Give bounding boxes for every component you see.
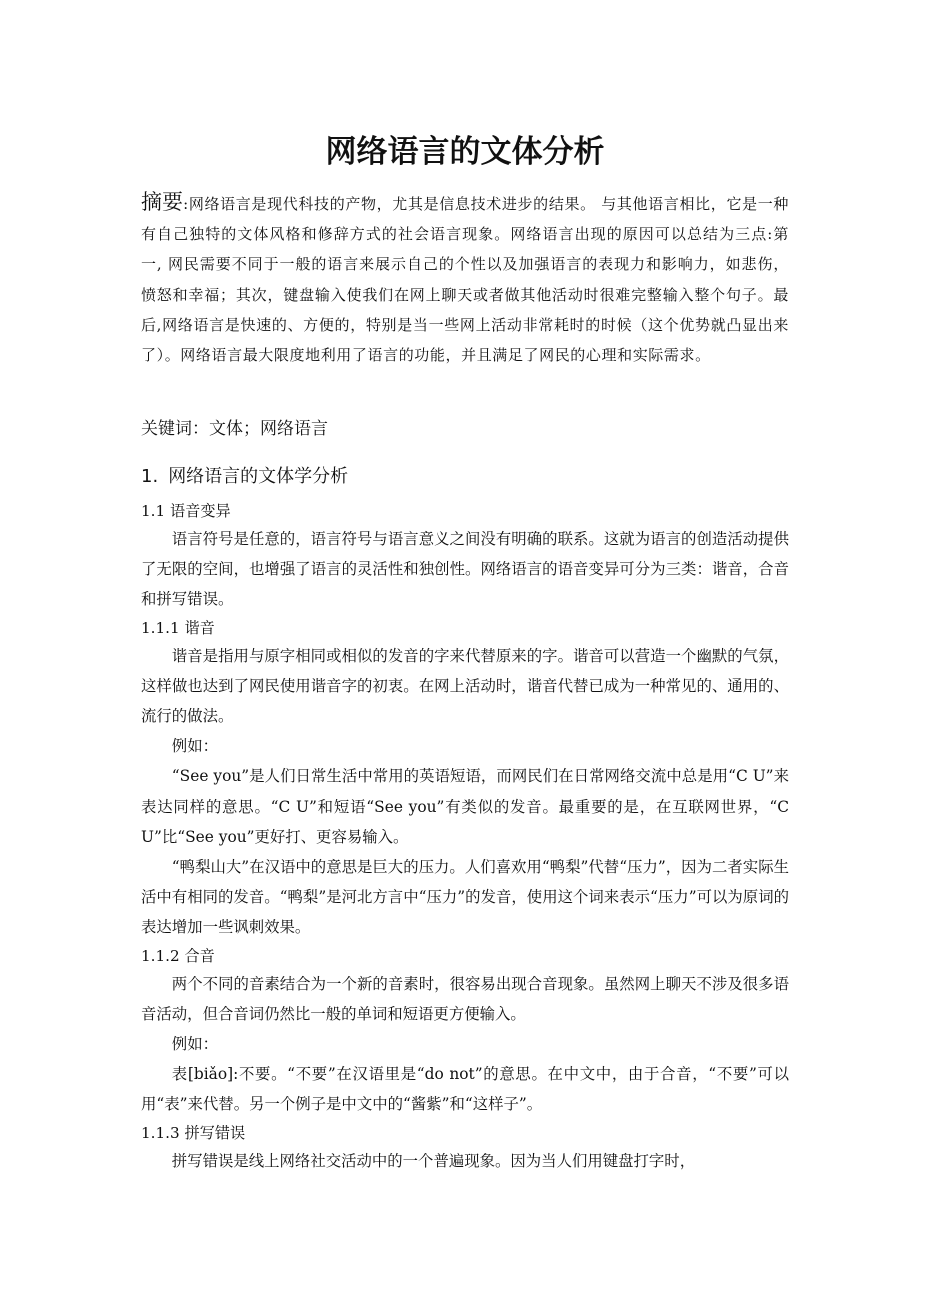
section-1-number: 1. (141, 466, 159, 487)
abstract-colon: : (183, 195, 189, 213)
section-1-1-heading: 1.1 语音变异 (141, 502, 231, 520)
abstract-block (141, 187, 789, 370)
abstract-text: 网络语言是现代科技的产物，尤其是信息技术进步的结果。 与其他语言相比，它是一种有自己独特的文体风格和修辞方式的社会语言现象。网络语言出现的原因可以总结为三点:第一, 网民需要不同于一般的语言来展示自己的个性以及加强语言的表现力和影响力，如悲伤，愤怒和幸福；其次，键盘输入使我们在网上聊天或者做其他活动时很难完整输入整个句子。最后,网络语言是快速的、方便的，特别是当一些网上活动非常耗时的时候（这个优势就凸显出来了）。网络语言最大限度地利用了语言的功能，并且满足了网民的心理和实际需求。 (141, 195, 790, 365)
section-1-1-1-paragraph-1: 谐音是指用与原字相同或相似的发音的字来代替原来的字。谐音可以营造一个幽默的气氛，这样做也达到了网民使用谐音字的初衷。在网上活动时，谐音代替已成为一种常见的、通用的、流行的做法。 (141, 646, 789, 726)
section-1-1-2-example-label: 例如： (171, 1035, 218, 1054)
keywords-line: 关键词：文体；网络语言 (141, 419, 328, 439)
section-1-1-1-paragraph-3: “鸭梨山大”在汉语中的意思是巨大的压力。人们喜欢用“鸭梨”代替“压力”，因为二者实际生活中有相同的发音。“鸭梨”是河北方言中“压力”的发音，使用这个词来表示“压力”可以为原词的表达增加一些讽刺效果。 (141, 858, 789, 937)
section-1-1-paragraph: 语言符号是任意的，语言符号与语言意义之间没有明确的联系。这就为语言的创造活动提供了无限的空间，也增强了语言的灵活性和独创性。网络语言的语音变异可分为三类：谐音，合音和拼写错误。 (141, 530, 789, 609)
document-body (141, 498, 789, 1176)
section-1-title: 网络语言的文体学分析 (168, 466, 349, 487)
section-1-1-3-heading: 1.1.3 拼写错误 (141, 1123, 246, 1142)
section-1-1-1-heading: 1.1.1 谐音 (141, 618, 215, 637)
section-1-1-1-example-label: 例如： (171, 737, 218, 756)
abstract-label: 摘要 (141, 190, 184, 214)
document-title: 网络语言的文体分析 (325, 134, 605, 170)
section-1-1-2-paragraph-2: 表[biǎo]:不要。“不要”在汉语里是“do not”的意思。在中文中，由于合音，“不要”可以用“表”来代替。另一个例子是中文中的“酱紫”和“这样子”。 (141, 1065, 789, 1114)
section-1-heading (141, 462, 348, 492)
section-1-1-3-paragraph-1: 拼写错误是线上网络社交活动中的一个普遍现象。因为当人们用键盘打字时， (171, 1151, 696, 1170)
section-1-1-2-heading: 1.1.2 合音 (141, 946, 215, 965)
section-1-1-1-paragraph-2: “See you”是人们日常生活中常用的英语短语，而网民们在日常网络交流中总是用“C U”来表达同样的意思。“C U”和短语“See you”有类似的发音。最重要的是，在互联网世界，“C U”比“See you”更好打、更容易输入。 (141, 767, 789, 846)
section-1-1-2-paragraph-1: 两个不同的音素结合为一个新的音素时，很容易出现合音现象。虽然网上聊天不涉及很多语音活动，但合音词仍然比一般的单词和短语更方便输入。 (141, 974, 789, 1023)
